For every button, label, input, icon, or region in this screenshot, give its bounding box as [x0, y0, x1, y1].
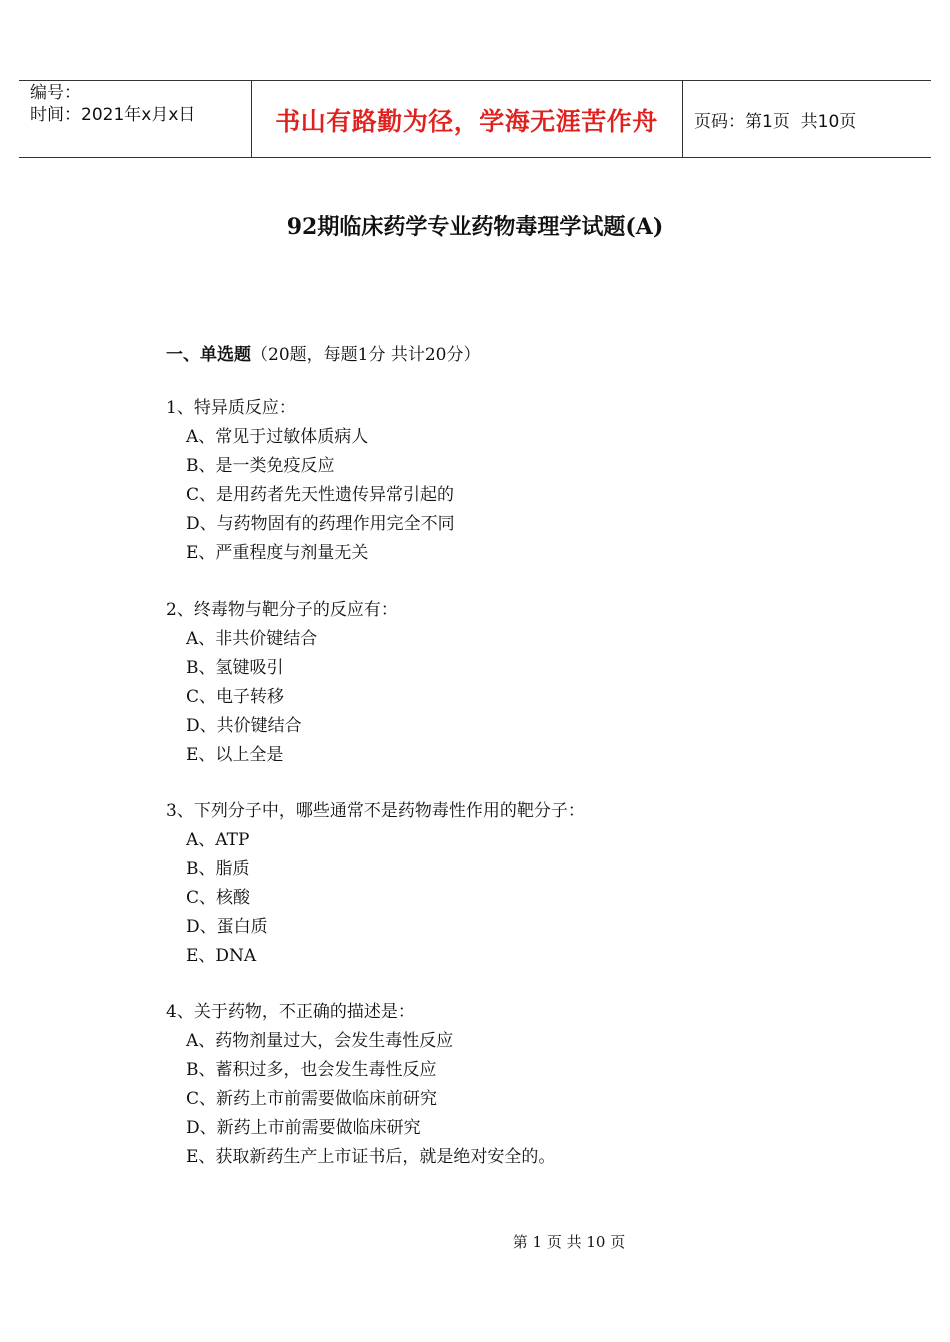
number-label: 编号：: [30, 83, 81, 103]
option-d: D、与药物固有的药理作用完全不同: [186, 514, 455, 534]
option-e: E、获取新药生产上市证书后，就是绝对安全的。: [186, 1147, 556, 1167]
option-a: A、药物剂量过大，会发生毒性反应: [186, 1031, 454, 1051]
option-e: E、严重程度与剂量无关: [186, 543, 369, 563]
motto: 书山有路勤为径，学海无涯苦作舟: [275, 107, 658, 136]
option-b: B、氢键吸引: [186, 658, 284, 678]
page-info: 页码：第1页 共10页: [694, 112, 857, 132]
question-4: [166, 998, 555, 1172]
option-c: C、核酸: [186, 888, 251, 908]
option-a: A、ATP: [186, 830, 250, 850]
option-e: E、DNA: [186, 946, 257, 966]
option-d: D、新药上市前需要做临床研究: [186, 1118, 421, 1138]
option-a: A、常见于过敏体质病人: [186, 427, 369, 447]
page-footer: 第 1 页 共 10 页: [512, 1233, 626, 1251]
question-stem: 1、特异质反应：: [166, 398, 296, 418]
option-b: B、蓄积过多，也会发生毒性反应: [186, 1060, 437, 1080]
header-page-cell: [682, 81, 931, 157]
option-d: D、共价键结合: [186, 716, 302, 736]
option-c: C、新药上市前需要做临床前研究: [186, 1089, 438, 1109]
option-b: B、脂质: [186, 859, 250, 879]
header-meta: [19, 81, 252, 157]
question-3: [166, 797, 585, 971]
question-stem: 2、终毒物与靶分子的反应有：: [166, 600, 398, 620]
option-a: A、非共价键结合: [186, 629, 318, 649]
header-motto-cell: [251, 81, 683, 157]
time-label: 时间：2021年x月x日: [30, 105, 196, 125]
question-1: [166, 394, 455, 568]
page-title: 92期临床药学专业药物毒理学试题(A): [286, 214, 664, 240]
section-heading: [166, 340, 480, 365]
option-e: E、以上全是: [186, 745, 284, 765]
page-header: [19, 80, 931, 158]
option-b: B、是一类免疫反应: [186, 456, 335, 476]
option-c: C、是用药者先天性遗传异常引起的: [186, 485, 455, 505]
question-stem: 4、关于药物，不正确的描述是：: [166, 1002, 415, 1022]
section-title: 一、单选题: [166, 345, 251, 365]
question-2: [166, 596, 398, 770]
question-stem: 3、下列分子中，哪些通常不是药物毒性作用的靶分子：: [166, 801, 585, 821]
option-c: C、电子转移: [186, 687, 285, 707]
section-note: （20题，每题1分 共计20分）: [251, 345, 481, 365]
option-d: D、蛋白质: [186, 917, 268, 937]
